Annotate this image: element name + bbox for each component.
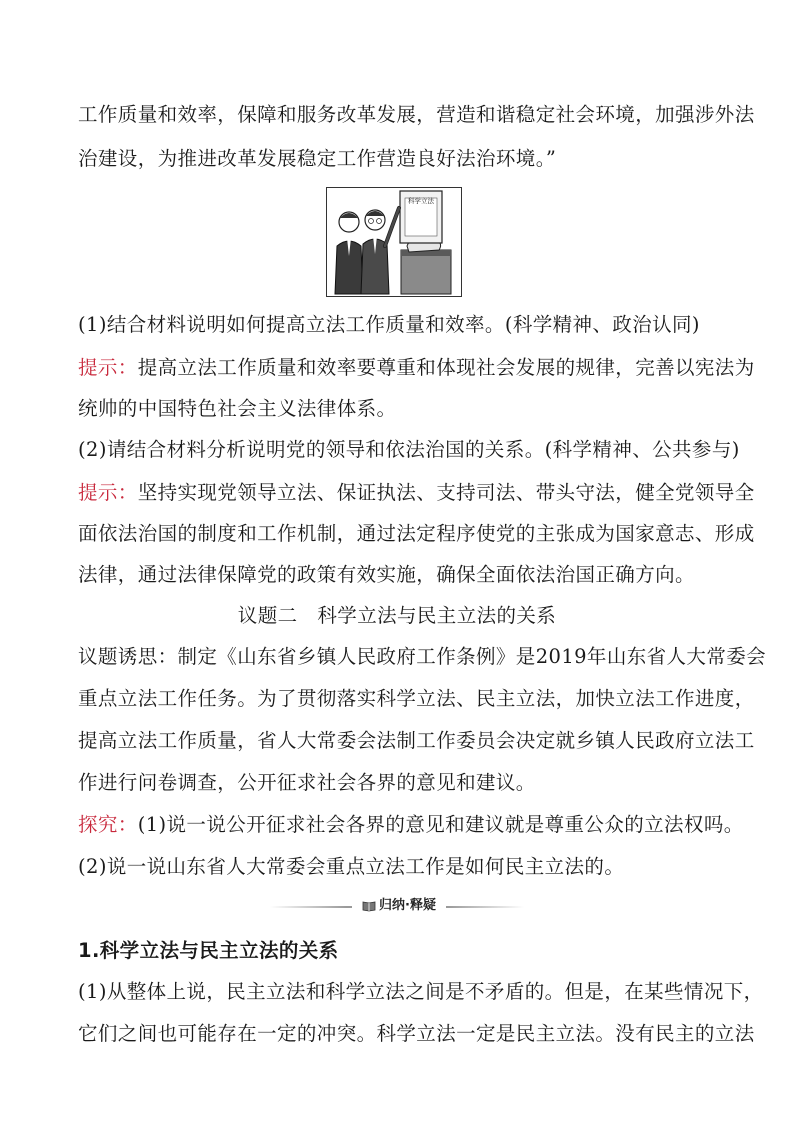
topic-intro-line-1: 议题诱思：制定《山东省乡镇人民政府工作条例》是2019年山东省人大常委会 — [78, 645, 767, 668]
summary-p1-line-2: 它们之间也可能存在一定的冲突。科学立法一定是民主立法。没有民主的立法 — [78, 1022, 755, 1045]
q1-hint-line-2: 统帅的中国特色社会主义法律体系。 — [78, 397, 397, 420]
topic-intro-line-2: 重点立法工作任务。为了贯彻落实科学立法、民主立法，加快立法工作进度， — [78, 687, 755, 710]
summary-heading: 1.科学立法与民主立法的关系 — [78, 939, 339, 962]
summary-badge — [352, 896, 446, 916]
intro-line-1: 工作质量和效率，保障和服务改革发展，营造和谐稳定社会环境，加强涉外法 — [78, 103, 755, 126]
hint-label: 提示： — [78, 481, 138, 504]
cartoon-illustration — [326, 187, 462, 297]
hint-text: 坚持实现党领导立法、保证执法、支持司法、带头守法，健全党领导全 — [137, 481, 755, 504]
summary-badge-label: 归纳·释疑 — [379, 898, 436, 913]
topic-title: 议题二 科学立法与民主立法的关系 — [237, 604, 557, 627]
explore-question-1: (1)说一说公开征求社会各界的意见和建议就是尊重公众的立法权吗。 — [137, 813, 744, 836]
cartoon-drawing — [327, 188, 461, 296]
q1-hint-line-1 — [78, 353, 755, 383]
hint-label: 提示： — [78, 356, 138, 379]
explore-line-1 — [78, 810, 744, 840]
intro-line-2: 治建设，为推进改革发展稳定工作营造良好法治环境。” — [78, 147, 557, 170]
q2-hint-line-1 — [78, 478, 755, 508]
book-icon — [362, 900, 376, 912]
explore-label: 探究： — [78, 813, 138, 836]
q1-question: (1)结合材料说明如何提高立法工作质量和效率。(科学精神、政治认同) — [78, 313, 700, 336]
topic-intro-line-4: 作进行问卷调查，公开征求社会各界的意见和建议。 — [78, 771, 536, 794]
summary-p1-line-1: (1)从整体上说，民主立法和科学立法之间是不矛盾的。但是，在某些情况下， — [78, 980, 764, 1003]
topic-intro-line-3: 提高立法工作质量，省人大常委会法制工作委员会决定就乡镇人民政府立法工 — [78, 729, 755, 752]
sign-text: 科学立法 — [408, 197, 434, 205]
q2-hint-line-2: 面依法治国的制度和工作机制，通过法定程序使党的主张成为国家意志、形成 — [78, 522, 755, 545]
q2-question: (2)请结合材料分析说明党的领导和依法治国的关系。(科学精神、公共参与) — [78, 438, 740, 461]
explore-question-2: (2)说一说山东省人大常委会重点立法工作是如何民主立法的。 — [78, 855, 625, 878]
hint-text: 提高立法工作质量和效率要尊重和体现社会发展的规律，完善以宪法为 — [137, 356, 755, 379]
q2-hint-line-3: 法律，通过法律保障党的政策有效实施，确保全面依法治国正确方向。 — [78, 563, 695, 586]
